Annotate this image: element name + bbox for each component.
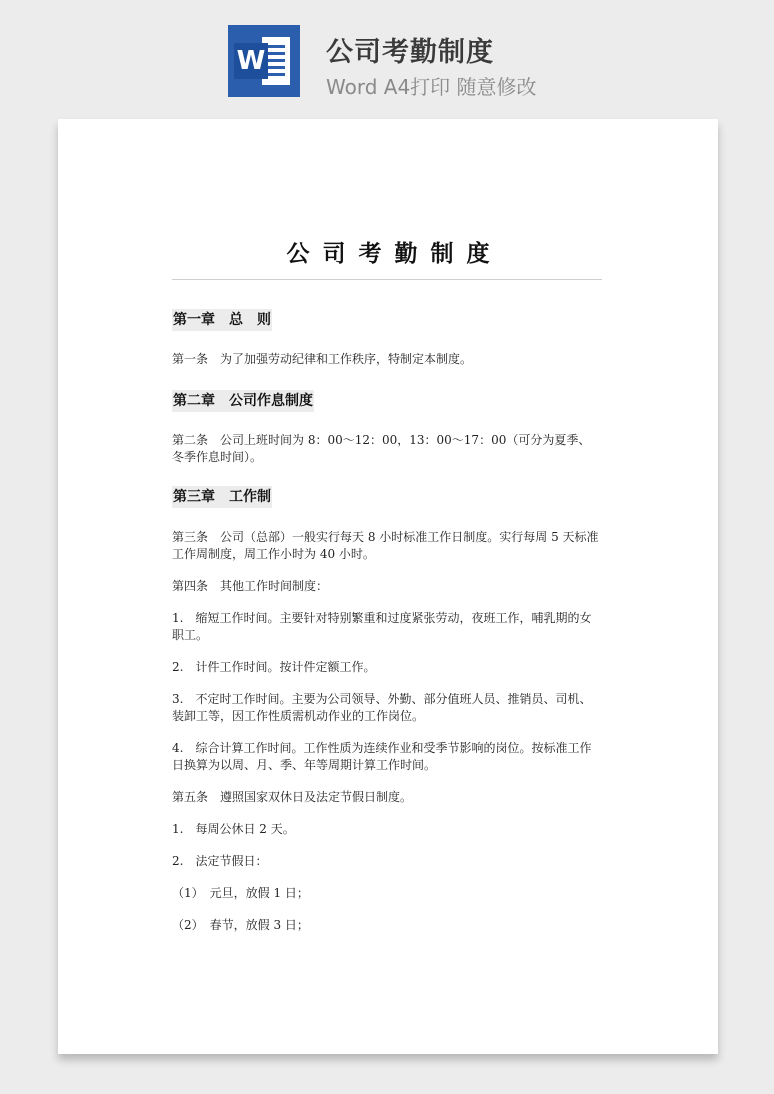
holiday-1: （1） 元旦，放假 1 日； — [172, 886, 309, 900]
article-4-item-1: 1. 缩短工作时间。主要针对特别繁重和过度紧张劳动，夜班工作，哺乳期的女职工。 — [172, 611, 592, 642]
article-4-item-2: 2. 计件工作时间。按计件定额工作。 — [172, 660, 376, 674]
word-icon — [228, 25, 300, 97]
document-page — [58, 119, 718, 1054]
chapter-3-heading: 第三章 工作制 — [172, 486, 272, 508]
article-5-item-2: 2. 法定节假日： — [172, 854, 268, 868]
title-divider — [172, 279, 602, 280]
word-letter: W — [234, 43, 268, 79]
article-4-item-4: 4. 综合计算工作时间。工作性质为连续作业和受季节影响的岗位。按标准工作日换算为以周、月、季、年等周期计算工作时间。 — [172, 741, 592, 772]
banner-subtitle: Word A4打印 随意修改 — [326, 75, 537, 99]
article-3: 第三条 公司（总部）一般实行每天 8 小时标准工作日制度。实行每周 5 天标准工作周制度，周工作小时为 40 小时。 — [172, 530, 599, 561]
article-5-item-1: 1. 每周公休日 2 天。 — [172, 822, 295, 836]
article-1: 第一条 为了加强劳动纪律和工作秩序，特制定本制度。 — [172, 352, 473, 366]
document-title: 公司考勤制度 — [286, 241, 503, 267]
article-4: 第四条 其他工作时间制度： — [172, 579, 329, 593]
article-2: 第二条 公司上班时间为 8：00～12：00，13：00～17：00（可分为夏季、冬季作息时间）。 — [172, 433, 591, 464]
banner-title: 公司考勤制度 — [326, 37, 494, 68]
chapter-2-heading: 第二章 公司作息制度 — [172, 390, 314, 412]
article-5: 第五条 遵照国家双休日及法定节假日制度。 — [172, 790, 413, 804]
banner — [0, 0, 774, 118]
chapter-1-heading: 第一章 总 则 — [172, 309, 272, 331]
holiday-2: （2） 春节，放假 3 日； — [172, 918, 309, 932]
article-4-item-3: 3. 不定时工作时间。主要为公司领导、外勤、部分值班人员、推销员、司机、装卸工等，因工作性质需机动作业的工作岗位。 — [172, 692, 592, 723]
